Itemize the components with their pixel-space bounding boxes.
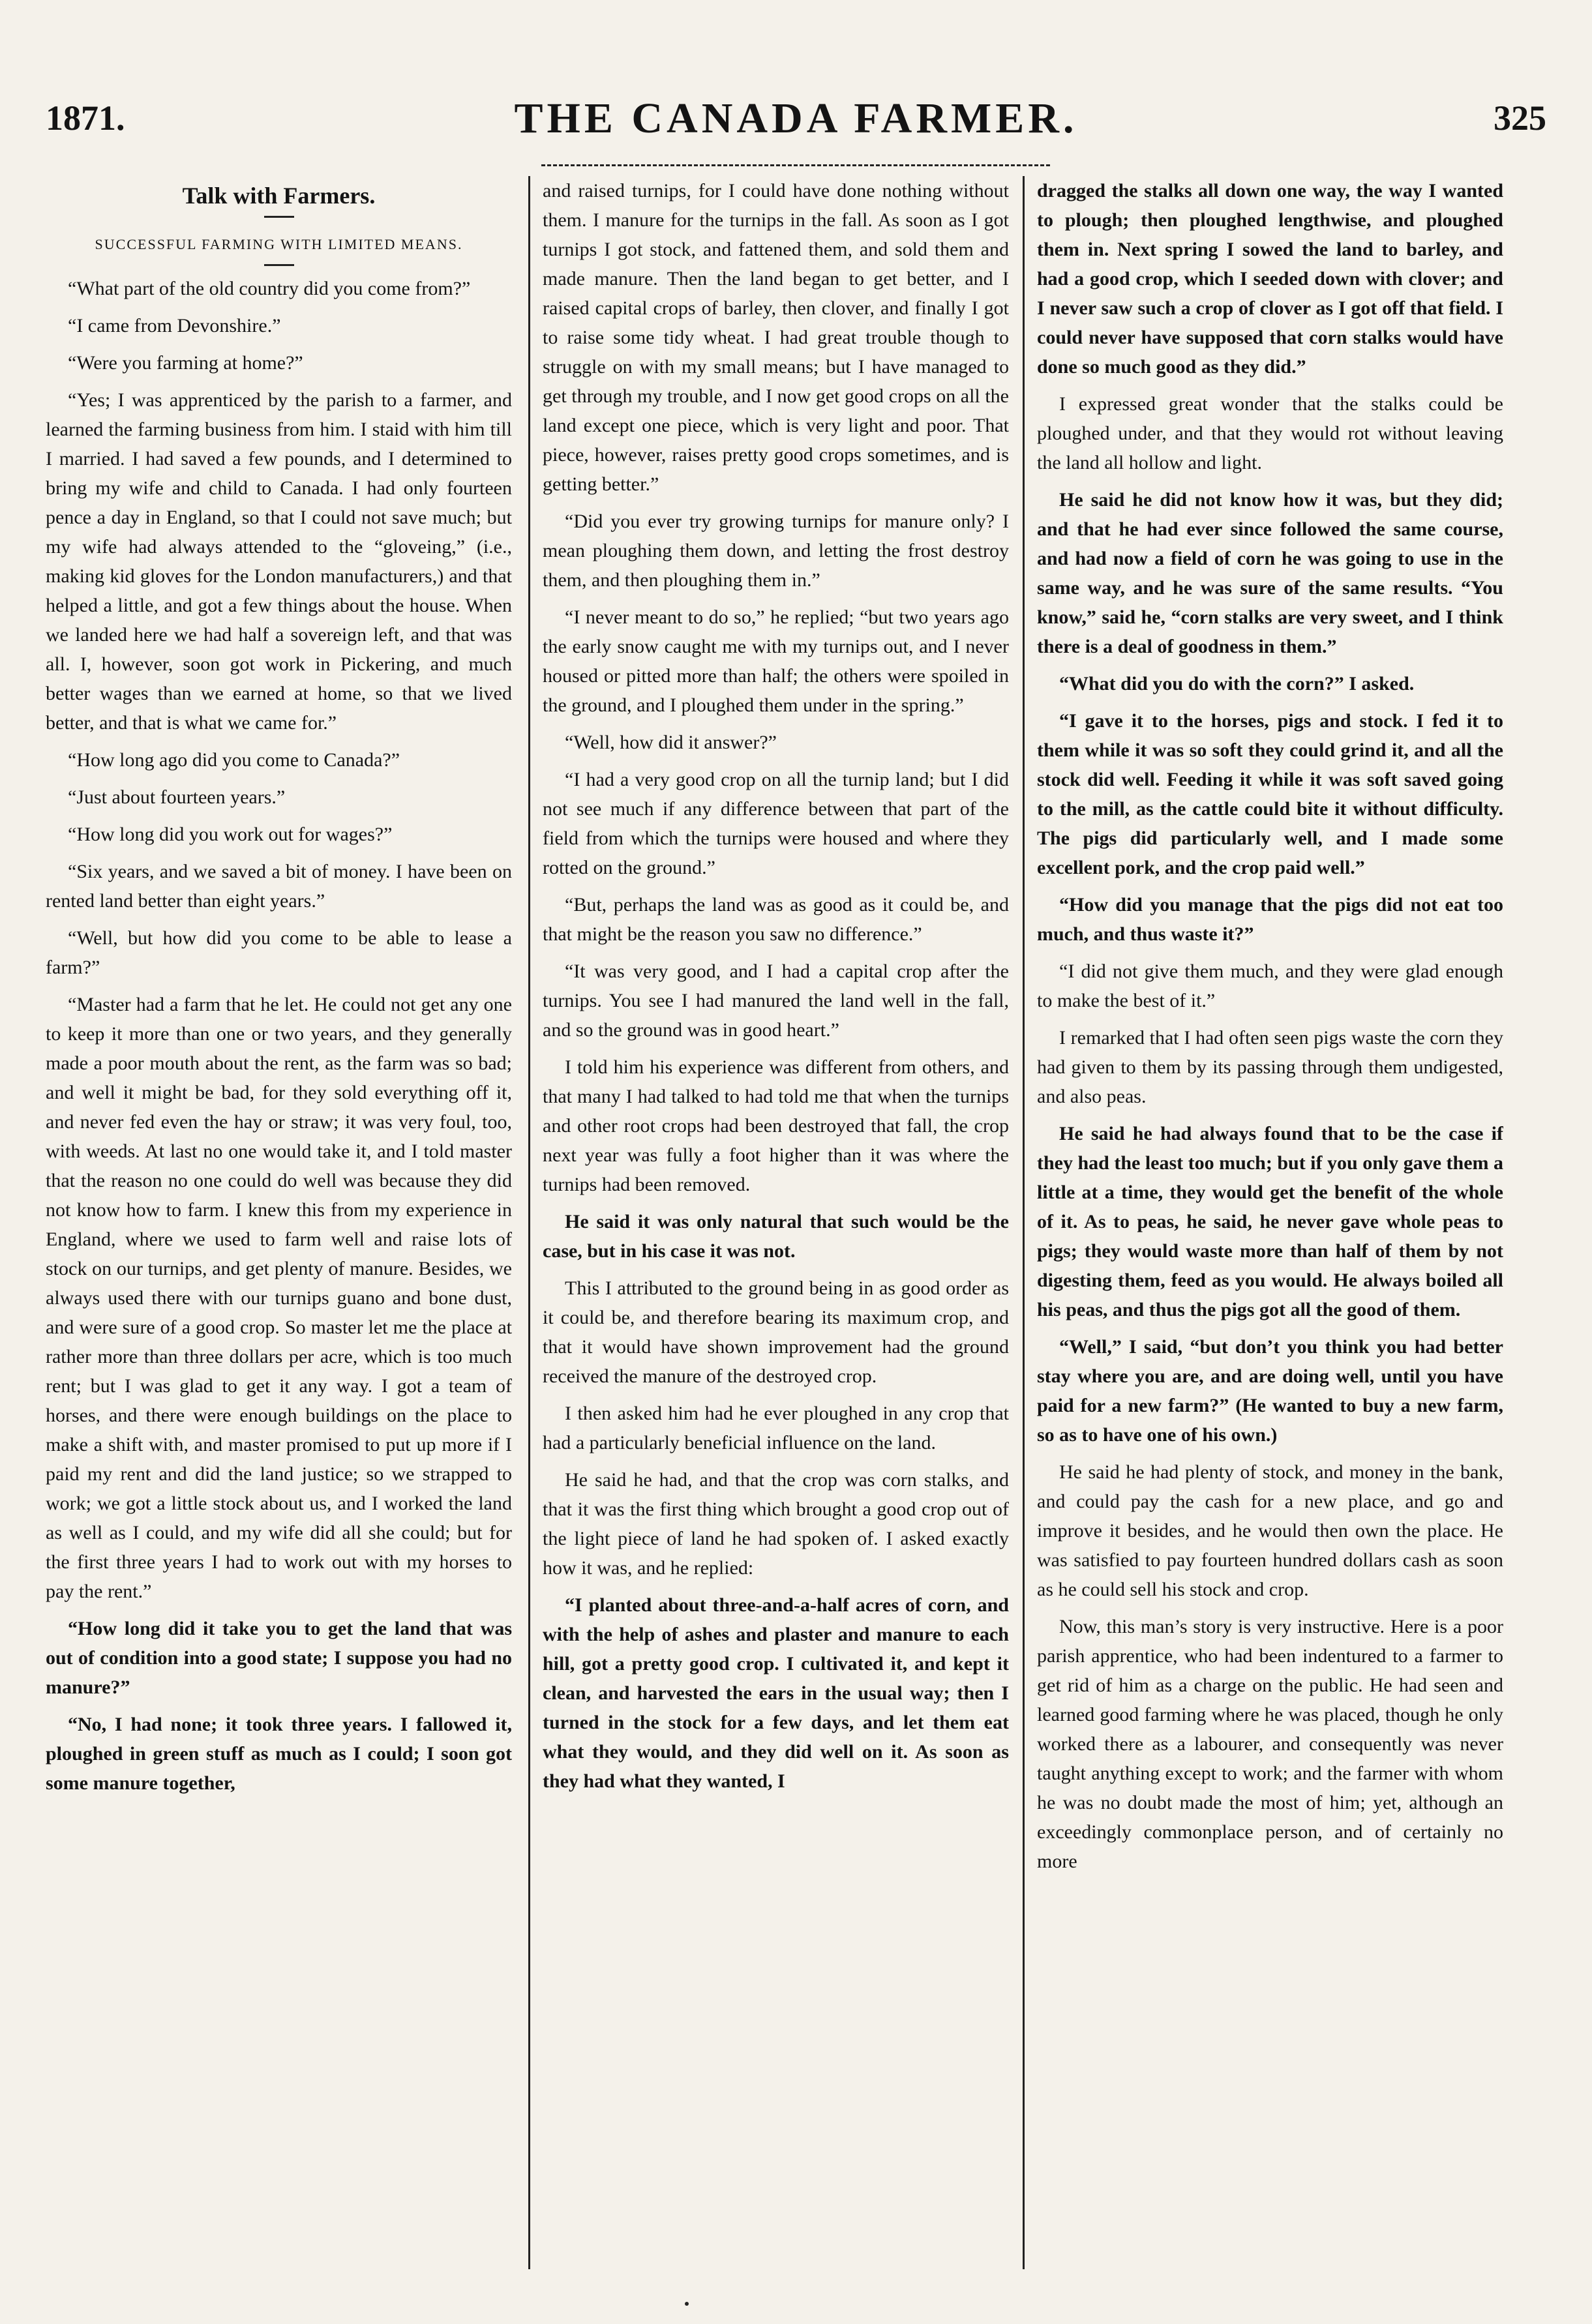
- article-columns: [46, 176, 1503, 2269]
- article-paragraph: “I planted about three-and-a-half acres of corn, and with the help of ashes and plaster and manure to each hill, got a pretty good crop. I cultivated it, and kept it clean, and harvested the ears in the usual way; then I turned in the stock for a few days, and let them eat what they would, and they did well on it. As soon as they had what they wanted, I: [543, 1594, 1009, 1792]
- column-divider: [528, 176, 530, 2269]
- article-paragraph: dragged the stalks all down one way, the way I wanted to plough; then ploughed lengthwise, and ploughed them in. Next spring I sowed the land to barley, and had a good crop, which I seeded down with clover; and I never saw such a crop of clover as I got off that field. I could never have supposed that corn stalks would have done so much good as they did.”: [1037, 180, 1503, 378]
- article-paragraph: “How long did you work out for wages?”: [68, 824, 393, 845]
- article-paragraph: “What did you do with the corn?” I asked.: [1059, 673, 1415, 694]
- article-paragraph: He said he had always found that to be the case if they had the least too much; but if you only gave them a little at a time, they would get the benefit of the whole of it. As to peas, he said, he never gave whole peas to pigs; they would waste more than half of them by not digesting them, feed as you would. He always boiled all his peas, and thus the pigs got all the good of them.: [1037, 1123, 1503, 1320]
- article-title: Talk with Farmers.: [182, 183, 376, 209]
- article-paragraph: “Well, but how did you come to be able to lease a farm?”: [46, 927, 512, 978]
- column-3: [1037, 176, 1503, 2269]
- article-paragraph: “How did you manage that the pigs did not eat too much, and thus waste it?”: [1037, 894, 1503, 945]
- article-paragraph: “I had a very good crop on all the turnip land; but I did not see much if any difference between that part of the field from which the turnips were housed and where they rotted on the ground.”: [543, 769, 1009, 878]
- title-rule: [264, 216, 294, 218]
- header-rule: [541, 164, 1050, 166]
- article-subtitle: SUCCESSFUL FARMING WITH LIMITED MEANS.: [95, 236, 463, 252]
- article-paragraph: and raised turnips, for I could have done nothing without them. I manure for the turnips in the fall. As soon as I got turnips I got stock, and fattened them, and sold them and made manure. Then the land began to get better, and I raised capital crops of barley, then clover, and finally I got to raise some tidy wheat. I had great trouble though to struggle on with my small means; but I have managed to get through my trouble, and I now get good crops on all the land except one piece, which is very light and poor. That piece, however, raises pretty good crops sometimes, and is getting better.”: [543, 180, 1009, 495]
- article-paragraph: “Yes; I was apprenticed by the parish to a farmer, and learned the farming business from him. I staid with him till I married. I had saved a few pounds, and I determined to bring my wife and child to Canada. I had only fourteen pence a day in England, so that I could not save much; but my wife had always attended to the “gloveing,” (i.e., making kid gloves for the London manufacturers,) and that helped a little, and got a few things about the house. When we landed here we had half a sovereign left, and that was all. I, however, soon got work in Pickering, and much better wages than we earned at home, so that we lived better, and that is what we came for.”: [46, 389, 512, 734]
- page-header: [46, 95, 1546, 163]
- subtitle-rule: [264, 264, 294, 266]
- column-divider: [1023, 176, 1025, 2269]
- article-paragraph: “I did not give them much, and they were glad enough to make the best of it.”: [1037, 961, 1503, 1011]
- article-paragraph: “How long ago did you come to Canada?”: [68, 749, 400, 771]
- article-paragraph: “I came from Devonshire.”: [68, 315, 281, 336]
- article-paragraph: “I gave it to the horses, pigs and stock. I fed it to them while it was so soft they could grind it, and all the stock did well. Feeding it while it was soft saved going to the mill, as the cattle could bite it without difficulty. The pigs did particularly well, and I made some excellent pork, and the crop paid well.”: [1037, 710, 1503, 878]
- article-paragraph: “Master had a farm that he let. He could not get any one to keep it more than one or two years, and they generally made a poor mouth about the rent, as the farm was so bad; and well it might be bad, for they sold everything off it, and never fed even the hay or straw; it was very foul, too, with weeds. At last no one would take it, and I told master that the reason no one could do well was because they did not know how to farm. I knew this from my experience in England, where we used to farm well and raise lots of stock on our turnips, and get plenty of manure. Besides, we always used there with our turnips guano and bone dust, and were sure of a good crop. So master let me the place at rather more than three dollars per acre, which is too much rent; but I was glad to get it any way. I got a team of horses, and there were enough buildings on the place to make a shift with, and master promised to put up more if I paid my rent and did the land justice; so we strapped to work; we got a little stock about us, and I worked the land as well as I could, and my wife did all she could; but for the first three years I had to work out with my horses to pay the rent.”: [46, 994, 512, 1602]
- article-paragraph: I then asked him had he ever ploughed in any crop that had a particularly beneficial influence on the land.: [543, 1403, 1009, 1453]
- footer-mark: [685, 2302, 689, 2306]
- article-paragraph: “It was very good, and I had a capital crop after the turnips. You see I had manured the land well in the fall, and so the ground was in good heart.”: [543, 961, 1009, 1041]
- publication-title: THE CANADA FARMER.: [514, 95, 1078, 142]
- article-paragraph: He said he had plenty of stock, and money in the bank, and could pay the cash for a new place, and go and improve it besides, and he would then own the place. He was satisfied to pay fourteen hundred dollars cash as soon as he could sell his stock and crop.: [1037, 1461, 1503, 1600]
- article-paragraph: “Did you ever try growing turnips for manure only? I mean ploughing them down, and letting the frost destroy them, and then ploughing them in.”: [543, 511, 1009, 591]
- article-paragraph: “Just about fourteen years.”: [68, 786, 286, 808]
- article-paragraph: “No, I had none; it took three years. I fallowed it, ploughed in green stuff as much as I could; I soon got some manure together,: [46, 1714, 512, 1794]
- page-number: 325: [1494, 98, 1546, 138]
- article-paragraph: “Well,” I said, “but don’t you think you had better stay where you are, and are doing well, until you have paid for a new farm?” (He wanted to buy a new farm, so as to have one of his own.): [1037, 1336, 1503, 1446]
- column-1: [46, 176, 512, 2269]
- article-paragraph: “Were you farming at home?”: [68, 352, 303, 374]
- article-paragraph: I remarked that I had often seen pigs waste the corn they had given to them by its passing through them undigested, and also peas.: [1037, 1027, 1503, 1107]
- article-paragraph: “But, perhaps the land was as good as it could be, and that might be the reason you saw no difference.”: [543, 894, 1009, 945]
- header-year: 1871.: [46, 98, 125, 138]
- article-paragraph: Now, this man’s story is very instructive. Here is a poor parish apprentice, who had been indentured to a farmer to get rid of him as a charge on the public. He had seen and learned good farming where he was placed, though he only worked there as a labourer, and consequently was never taught anything except to work; and the farmer with whom he was no doubt made the most of him; yet, although an exceedingly commonplace person, and of certainly no more: [1037, 1616, 1503, 1872]
- article-paragraph: “How long did it take you to get the land that was out of condition into a good state; I suppose you had no manure?”: [46, 1618, 512, 1698]
- article-paragraph: I expressed great wonder that the stalks could be ploughed under, and that they would rot without leaving the land all hollow and light.: [1037, 393, 1503, 473]
- article-paragraph: He said it was only natural that such would be the case, but in his case it was not.: [543, 1211, 1009, 1262]
- article-paragraph: He said he did not know how it was, but they did; and that he had ever since followed the same course, and had now a field of corn he was going to use in the same way, and he was sure of the same results. “You know,” said he, “corn stalks are very sweet, and I think there is a deal of goodness in them.”: [1037, 489, 1503, 657]
- article-paragraph: “I never meant to do so,” he replied; “but two years ago the early snow caught me with my turnips out, and I never housed or pitted more than half; the others were spoiled in the ground, and I ploughed them under in the spring.”: [543, 606, 1009, 716]
- article-paragraph: “Six years, and we saved a bit of money. I have been on rented land better than eight years.”: [46, 861, 512, 912]
- article-paragraph: “What part of the old country did you come from?”: [68, 278, 471, 299]
- article-paragraph: This I attributed to the ground being in as good order as it could be, and therefore bearing its maximum crop, and that it would have shown improvement had the ground received the manure of the destroyed crop.: [543, 1277, 1009, 1387]
- article-paragraph: I told him his experience was different from others, and that many I had talked to had told me that when the turnips and other root crops had been destroyed that fall, the crop next year was fully a foot higher than it was where the turnips had been removed.: [543, 1056, 1009, 1195]
- article-paragraph: “Well, how did it answer?”: [565, 732, 777, 753]
- article-paragraph: He said he had, and that the crop was corn stalks, and that it was the first thing which brought a good crop out of the light piece of land he had spoken of. I asked exactly how it was, and he replied:: [543, 1469, 1009, 1579]
- column-2: [543, 176, 1009, 2269]
